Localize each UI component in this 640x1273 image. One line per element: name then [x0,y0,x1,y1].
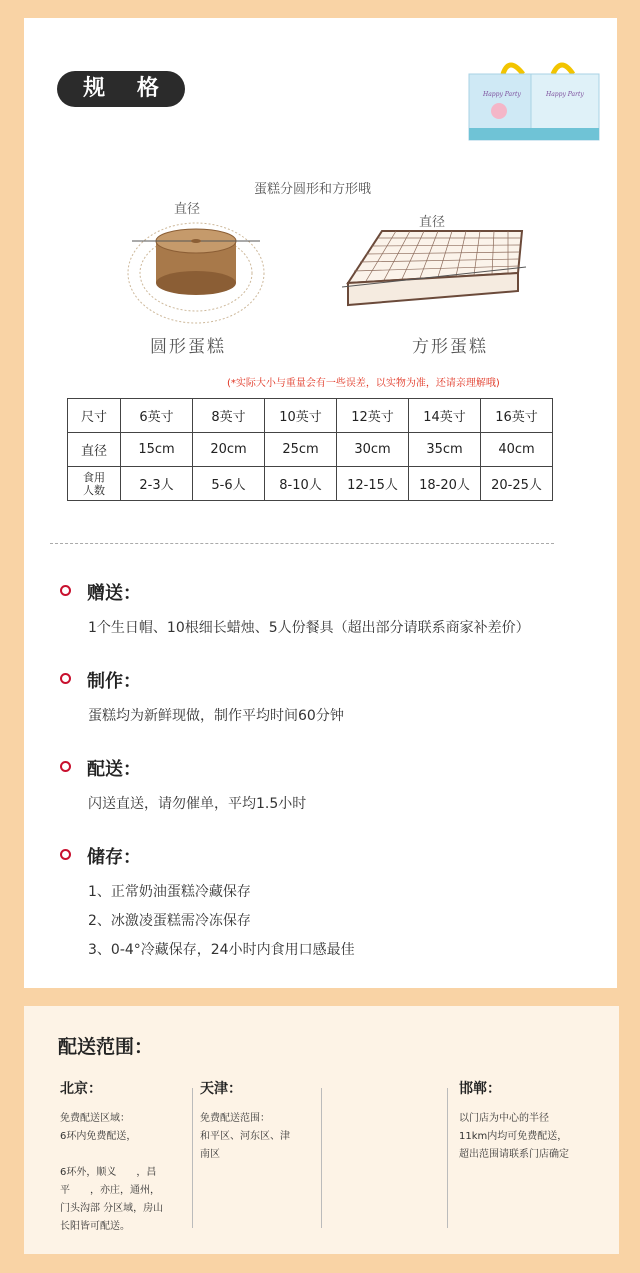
section-title: 制作： [87,671,141,692]
section-title: 赠送： [87,583,141,604]
column-divider [192,1088,193,1228]
section-line: 1个生日帽、10根细长蜡烛、5人份餐具（超出部分请联系商家补差价） [88,620,530,636]
table-row [68,399,553,433]
bullet-icon [60,585,71,596]
section-line: 1、正常奶油蛋糕冷藏保存 [88,884,251,900]
dashed-divider [50,543,554,544]
column-divider [447,1088,448,1228]
box-brand-left: Happy Party [483,91,521,98]
delivery-panel [24,1006,619,1254]
section-line: 闪送直送，请勿催单，平均1.5小时 [88,796,307,812]
square-cake-image [342,223,532,323]
table-cell: 16英寸 [481,399,553,433]
table-cell: 5-6人 [193,467,265,501]
bullet-icon [60,673,71,684]
shape-caption: 蛋糕分圆形和方形哦 [254,182,372,197]
cake-box-image [461,56,611,156]
square-cake-label: 方形蛋糕 [412,337,488,357]
section-line: 3、0-4°冷藏保存，24小时内食用口感最佳 [88,942,355,958]
city-text: 免费配送区域： 6环内免费配送， 6环外，顺义 ，昌 平 ，亦庄，通州， 门头沟部 分区域，房山 长阳皆可配送。 [60,1113,164,1232]
table-cell: 14英寸 [409,399,481,433]
bullet-icon [60,761,71,772]
table-cell: 30cm [337,433,409,467]
table-cell: 35cm [409,433,481,467]
table-cell: 12英寸 [337,399,409,433]
round-cake-image [124,213,274,328]
table-cell: 18-20人 [409,467,481,501]
table-cell: 6英寸 [121,399,193,433]
table-cell: 12-15人 [337,467,409,501]
table-row-head: 直径 [68,433,121,467]
bullet-icon [60,849,71,860]
round-diameter-label: 直径 [174,202,201,217]
city-name: 北京： [60,1081,102,1097]
section-line: 蛋糕均为新鲜现做，制作平均时间60分钟 [88,708,344,724]
section-title: 配送： [87,759,141,780]
table-cell: 25cm [265,433,337,467]
spec-panel [24,18,617,988]
box-brand-right: Happy Party [546,91,584,98]
table-cell: 20-25人 [481,467,553,501]
section-line: 2、冰激凌蛋糕需冷冻保存 [88,913,251,929]
delivery-col-handan [459,1078,609,1164]
spec-title-pill: 规 格 [57,71,185,107]
size-table [67,398,553,501]
delivery-col-tianjin [200,1078,316,1164]
table-row-head: 尺寸 [68,399,121,433]
city-name: 天津： [200,1081,242,1097]
delivery-col-beijing [60,1078,192,1236]
table-cell: 8英寸 [193,399,265,433]
table-cell: 2-3人 [121,467,193,501]
city-text: 以门店为中心的半径 11km内均可免费配送， 超出范围请联系门店确定 [459,1113,569,1160]
table-cell: 40cm [481,433,553,467]
table-row-head: 食用 人数 [68,467,121,501]
section-title: 储存： [87,847,141,868]
table-row [68,467,553,501]
table-cell: 20cm [193,433,265,467]
city-text: 免费配送范围： 和平区、河东区、津 南区 [200,1113,290,1160]
table-cell: 10英寸 [265,399,337,433]
round-cake-label: 圆形蛋糕 [150,337,226,357]
column-divider [321,1088,322,1228]
table-row [68,433,553,467]
size-note: (*实际大小与重量会有一些误差，以实物为准，还请亲理解哦) [227,378,500,389]
delivery-title: 配送范围： [58,1036,154,1058]
square-diameter-label: 直径 [419,215,446,230]
city-name: 邯郸： [459,1081,501,1097]
table-cell: 8-10人 [265,467,337,501]
table-cell: 15cm [121,433,193,467]
